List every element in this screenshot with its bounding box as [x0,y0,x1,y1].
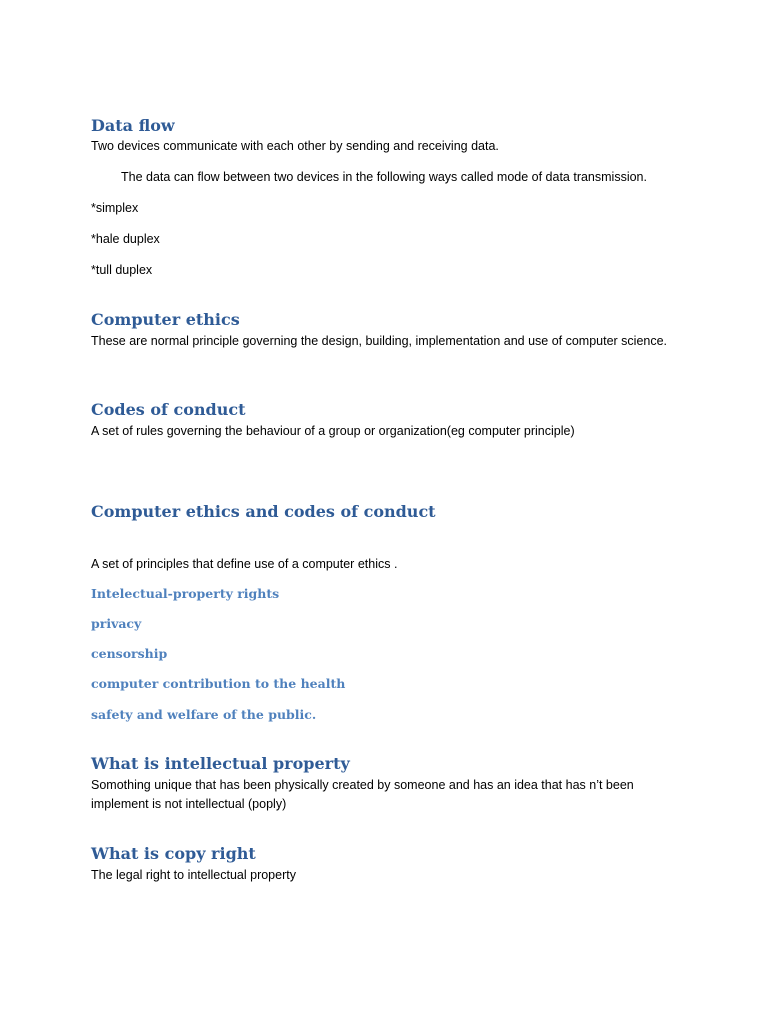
intellectual-property-body: Somothing unique that has been physically created by someone and has an idea that has n’t been implement is not intellectual (poply) [91,778,634,811]
item-health: computer contribution to the health [91,676,346,691]
heading-codes-of-conduct: Codes of conduct [91,400,246,419]
data-flow-line-1: Two devices communicate with each other by sending and receiving data. [91,139,499,153]
item-privacy: privacy [91,616,142,631]
codes-of-conduct-body: A set of rules governing the behaviour of a group or organization(eg computer principle) [91,424,575,438]
heading-computer-ethics: Computer ethics [91,310,240,329]
item-safety-welfare: safety and welfare of the public. [91,707,317,722]
item-intellectual-property-rights: Intelectual-property rights [91,586,280,601]
mode-simplex: *simplex [91,201,139,215]
heading-data-flow: Data flow [91,116,175,135]
computer-ethics-body: These are normal principle governing the design, building, implementation and use of computer science. [91,334,668,348]
ethics-and-codes-body: A set of principles that define use of a computer ethics . [91,557,398,571]
mode-half-duplex: *hale duplex [91,232,160,246]
copy-right-body: The legal right to intellectual property [91,868,296,882]
heading-copy-right: What is copy right [91,844,256,863]
item-censorship: censorship [91,646,168,661]
data-flow-line-2: The data can flow between two devices in the following ways called mode of data transmission. [121,170,647,184]
heading-intellectual-property: What is intellectual property [91,754,350,773]
mode-full-duplex: *tull duplex [91,263,153,277]
heading-ethics-and-codes: Computer ethics and codes of conduct [91,502,436,521]
